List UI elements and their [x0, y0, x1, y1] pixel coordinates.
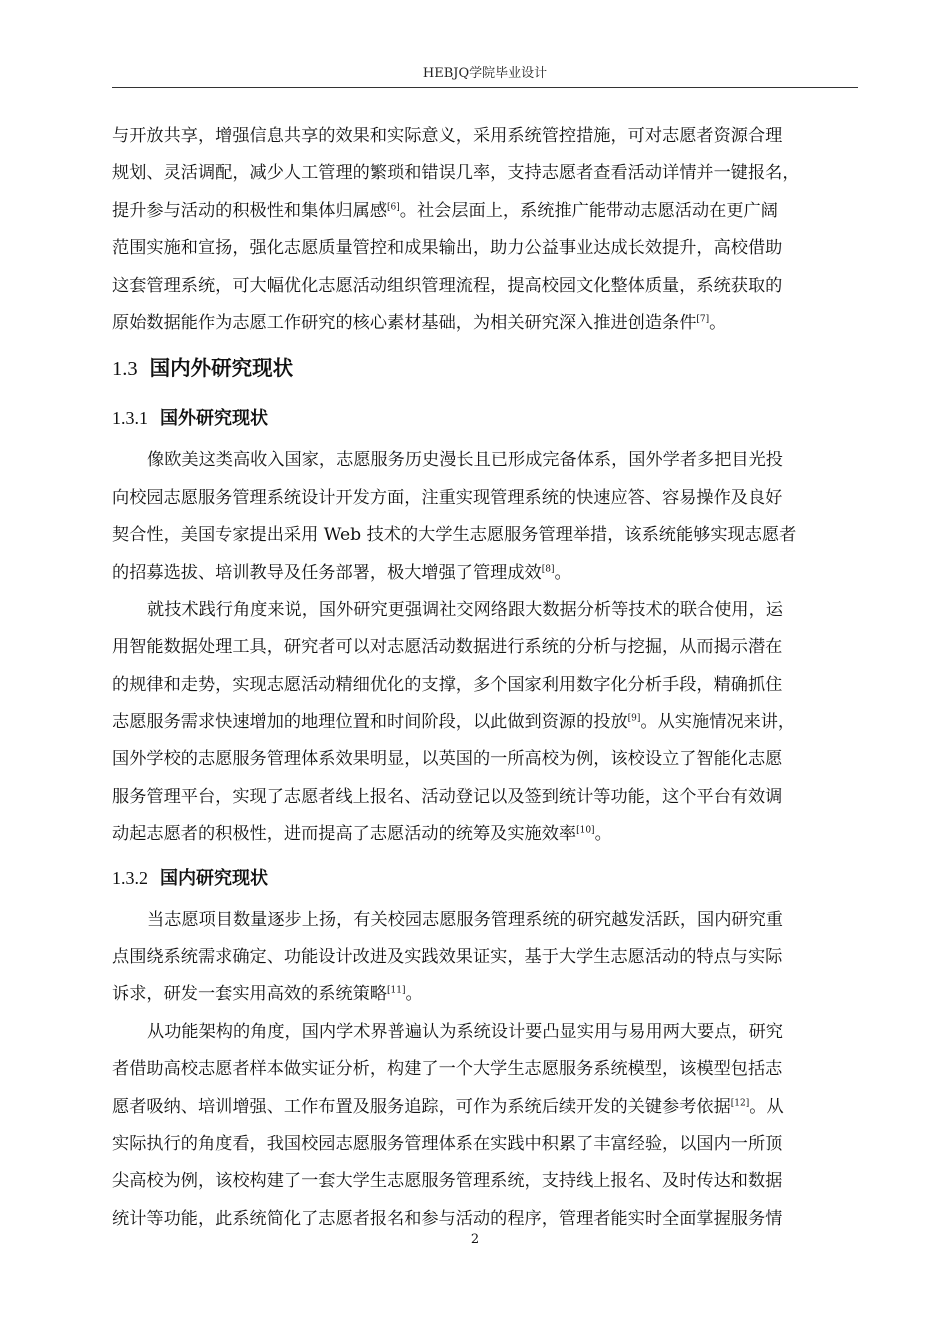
text-line: 向校园志愿服务管理系统设计开发方面，注重实现管理系统的快速应答、容易操作及良好 [112, 487, 783, 508]
section-heading-1-3 [112, 342, 858, 394]
text-run: 提升参与活动的积极性和集体归属感 [112, 200, 388, 221]
text-line: 统计等功能，此系统简化了志愿者报名和参与活动的程序，管理者能实时全面掌握服务情 [112, 1208, 783, 1229]
paragraph-foreign-2 [112, 592, 858, 854]
text-run: 志愿服务需求快速增加的地理位置和时间阶段，以此做到资源的投放 [112, 712, 628, 733]
text-run: 诉求，研发一套实用高效的系统策略 [112, 984, 388, 1005]
text-line [112, 704, 858, 741]
text-run: 动起志愿者的积极性，进而提高了志愿活动的统筹及实施效率 [112, 824, 577, 845]
text-run: 的招募选拔、培训教导及任务部署，极大增强了管理成效 [112, 562, 542, 583]
text-line: 范围实施和宣扬，强化志愿质量管控和成果输出，助力公益事业达成长效提升，高校借助 [112, 238, 783, 259]
section-heading-1-3-2 [112, 854, 858, 902]
text-line [112, 976, 858, 1013]
text-line: 者借助高校志愿者样本做实证分析，构建了一个大学生志愿服务系统模型，该模型包括志 [112, 1059, 783, 1080]
text-run: 。 [554, 562, 572, 583]
text-line: 契合性，美国专家提出采用 Web 技术的大学生志愿服务管理举措，该系统能够实现志愿者 [112, 525, 797, 546]
paragraph-intro [112, 118, 858, 342]
text-run: 。从 [749, 1096, 784, 1117]
paragraph-domestic-1 [112, 902, 858, 1014]
text-line: 国外学校的志愿服务管理体系效果明显，以英国的一所高校为例，该校设立了智能化志愿 [112, 749, 783, 770]
text-line: 用智能数据处理工具，研究者可以对志愿活动数据进行系统的分析与挖掘，从而揭示潜在 [112, 637, 783, 658]
document-body [112, 118, 858, 1238]
text-line: 这套管理系统，可大幅优化志愿活动组织管理流程，提高校园文化整体质量，系统获取的 [112, 275, 783, 296]
section-number: 1.3.1 [112, 408, 148, 429]
text-run: 愿者吸纳、培训增强、工作布置及服务追踪，可作为系统后续开发的关键参考依据 [112, 1096, 731, 1117]
text-line: 从功能架构的角度，国内学术界普遍认为系统设计要凸显实用与易用两大要点，研究 [147, 1021, 783, 1042]
text-line: 规划、灵活调配，减少人工管理的繁琐和错误几率，支持志愿者查看活动详情并一键报名， [112, 163, 800, 184]
text-run: 。从实施情况来讲， [640, 712, 796, 733]
citation-9: [9] [627, 713, 641, 724]
text-run: 。 [709, 312, 727, 333]
citation-12: [12] [730, 1097, 750, 1108]
text-run: 原始数据能作为志愿工作研究的核心素材基础，为相关研究深入推进创造条件 [112, 312, 697, 333]
section-heading-1-3-1 [112, 394, 858, 442]
section-number: 1.3.2 [112, 867, 148, 888]
text-line [112, 555, 858, 592]
text-line: 就技术践行角度来说，国外研究更强调社交网络跟大数据分析等技术的联合使用，运 [147, 599, 783, 620]
text-line: 当志愿项目数量逐步上扬，有关校园志愿服务管理系统的研究越发活跃，国内研究重 [147, 909, 783, 930]
text-line: 点围绕系统需求确定、功能设计改进及实践效果证实，基于大学生志愿活动的特点与实际 [112, 947, 783, 968]
paragraph-domestic-2 [112, 1014, 858, 1238]
text-run: 。 [594, 824, 612, 845]
section-title: 国内外研究现状 [149, 356, 294, 381]
text-line: 服务管理平台，实现了志愿者线上报名、活动登记以及签到统计等功能，这个平台有效调 [112, 786, 783, 807]
page-header: HEBJQ学院毕业设计 [112, 62, 858, 88]
citation-7: [7] [696, 314, 710, 325]
text-line: 尖高校为例，该校构建了一套大学生志愿服务管理系统，支持线上报名、及时传达和数据 [112, 1171, 783, 1192]
section-title: 国外研究现状 [160, 408, 268, 430]
citation-10: [10] [576, 825, 595, 836]
page-number: 2 [470, 1232, 480, 1247]
citation-6: [6] [387, 202, 400, 213]
text-line: 实际执行的角度看，我国校园志愿服务管理体系在实践中积累了丰富经验，以国内一所顶 [112, 1133, 783, 1154]
text-run: 。 [405, 984, 423, 1005]
section-number: 1.3 [112, 358, 138, 381]
paragraph-foreign-1 [112, 442, 858, 592]
section-title: 国内研究现状 [160, 867, 268, 889]
text-line [112, 305, 858, 342]
text-line [112, 193, 858, 230]
text-line: 与开放共享，增强信息共享的效果和实际意义，采用系统管控措施，可对志愿者资源合理 [112, 126, 783, 146]
citation-8: [8] [541, 563, 555, 574]
text-line: 的规律和走势，实现志愿活动精细优化的支撑，多个国家利用数字化分析手段，精确抓住 [112, 674, 783, 695]
text-line [112, 1089, 858, 1126]
citation-11: [11] [387, 985, 406, 996]
text-line [112, 816, 858, 853]
text-line: 像欧美这类高收入国家，志愿服务历史漫长且已形成完备体系，国外学者多把目光投 [147, 450, 783, 471]
text-run: 。社会层面上，系统推广能带动志愿活动在更广阔 [399, 200, 778, 221]
